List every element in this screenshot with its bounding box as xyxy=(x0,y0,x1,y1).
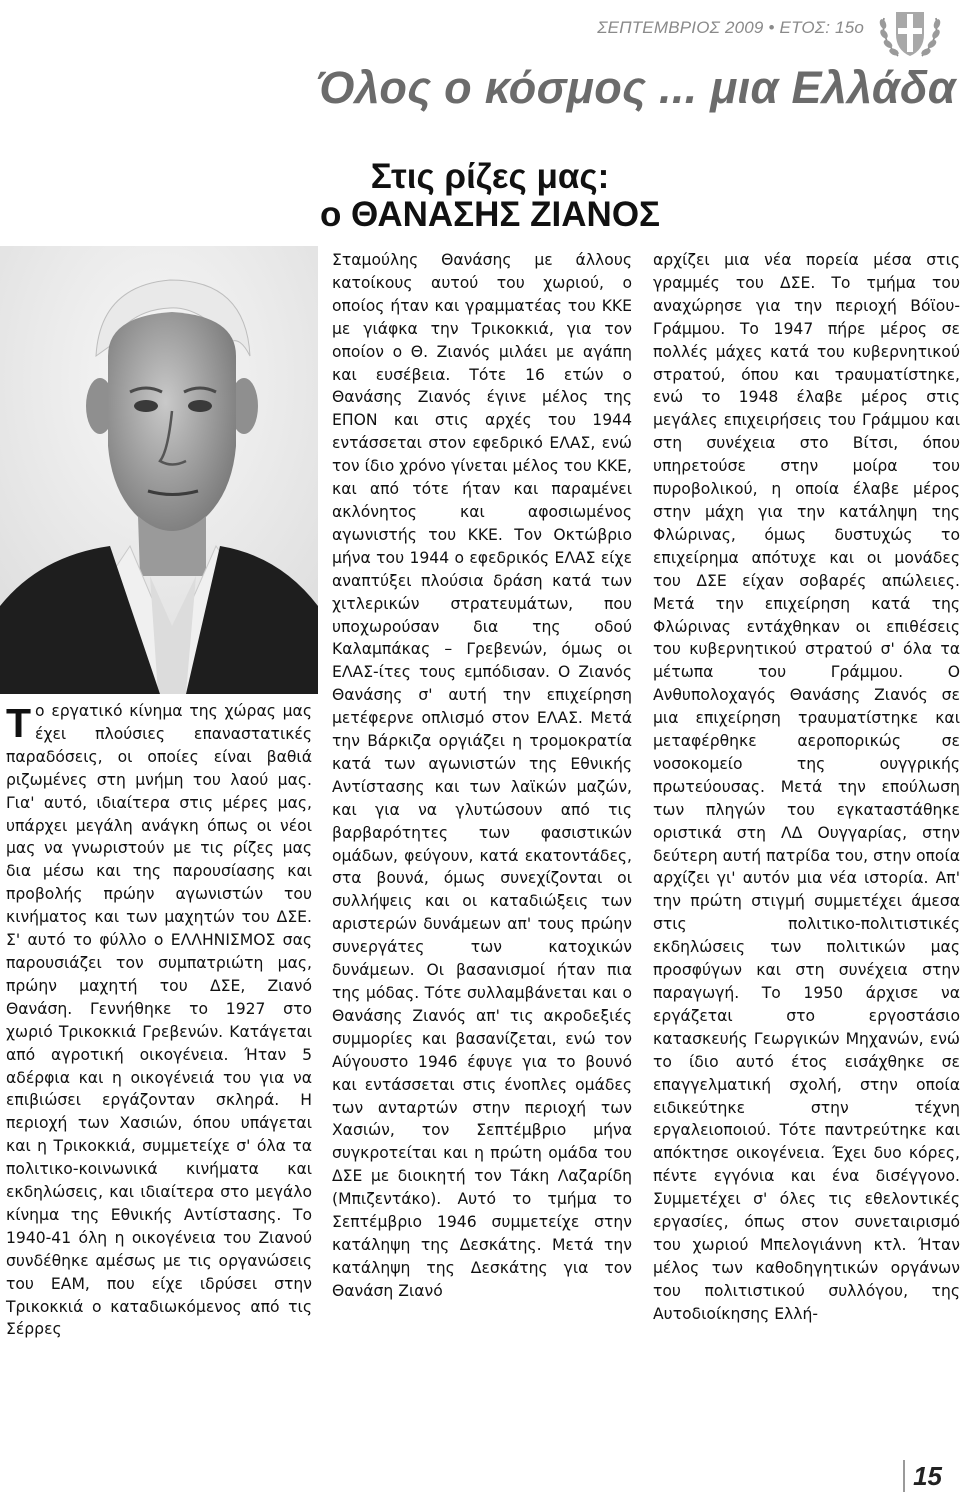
article-column-3 xyxy=(653,249,960,1326)
article-column-2 xyxy=(332,249,632,1303)
portrait-photo-icon xyxy=(0,246,318,694)
issue-line: ΣΕΠΤΕΜΒΡΙΟΣ 2009 • ΕΤΟΣ: 15ο xyxy=(597,18,864,37)
page-number-divider xyxy=(903,1460,905,1492)
drop-cap: Τ xyxy=(6,700,32,746)
newspaper-slogan: Όλος ο κόσμος ... μια Ελλάδα xyxy=(316,62,956,113)
article-column-2-text: Σταμούλης Θανάσης με άλλους κατοίκους αυτού του χωριού, ο οποίος ήταν και γραμματέας του ΚΚΕ με γιάφκα την Τρικοκκιά, για τον οποίον ο Θ. Ζιανός μιλάει με αγάπη και ευσέβεια. Τότε 16 ετών ο Θανάσης Ζιανός έγινε μέλος της ΕΠΟΝ και στις αρχές του 1944 εντάσσεται στον εφεδρικό ΕΛΑΣ, ενώ τον ίδιο χρόνο γίνεται μέλος του ΚΚΕ, και από τότε ήταν και παραμένει ακλόνητος και αφοσιωμένος αγωνιστής του ΚΚΕ. Τον Οκτώβριο μήνα του 1944 ο εφεδρικός ΕΛΑΣ είχε αναπτύξει πλούσια δράση κατά των χιτλερικών στρατευμάτων, που υποχωρούσαν δια της οδού Καλαμπάκας – Γρεβενών, όμως οι ΕΛΑΣ-ίτες τους εμπόδισαν. Ο Ζιανός Θανάσης σ' αυτή την επιχείρηση μετέφερνε οπλισμό στον ΕΛΑΣ. Μετά την Βάρκιζα οργιάζει η τρομοκρατία κατά των αγωνιστών της Εθνικής Αντίστασης και των λαϊκών μαζών, και για να γλυτώσουν από τις βαρβαρότητες των φασιστικών ομάδων, φεύγουν, κατά εκατοντάδες, στα βουνά, όμως συνεχίζονται οι συλλήψεις και οι καταδιώξεις των αριστερών δυνάμεων απ' τους πρώην συνεργάτες των κατοχικών δυνάμεων. Οι βασανισμοί ήταν πια της μόδας. Τότε συλλαμβάνεται και ο Θανάσης Ζιανός απ' τις ακροδεξιές συμμορίες και βασανίζεται, ενώ τον Αύγουστο 1946 έφυγε για το βουνό και εντάσσεται στις ένοπλες ομάδες των ανταρτών στην περιοχή των Χασιών, τον Σεπτέμβριο μήνα συγκροτείται και η πρώτη ομάδα του ΔΣΕ με διοικητή τον Τάκη Λαζαρίδη (Μπιζεντάκο). Αυτό το τμήμα το Σεπτέμβριο 1946 συμμετείχε στην κατάληψη της Δεσκάτης. Μετά την κατάληψη της Δεσκάτης για τον Θανάση Ζιανό xyxy=(332,251,632,1300)
page-number: 15 xyxy=(913,1460,942,1491)
portrait-photo xyxy=(0,246,318,694)
article-column-1-text: ο εργατικό κίνημα της χώρας μας έχει πλούσιες επαναστατικές παραδόσεις, οι οποίες είναι βαθιά ριζωμένες στη μνήμη του λαού μας. Για' αυτό, ιδιαίτερα στις μέρες μας, υπάρχει μεγάλη ανάγκη όπως οι νέοι μας να γνωριστούν με τις ρίζες μας δια μέσω και της παρουσίασης και προβολής πρώην αγωνιστών του κινήματος και των μαχητών του ΔΣΕ. Σ' αυτό το φύλλο ο ΕΛΛΗΝΙΣΜΟΣ σας παρουσιάζει τον συμπατριώτη μας, πρώην μαχητή του ΔΣΕ, Ζιανό Θανάση. Γεννήθηκε το 1927 στο χωριό Τρικοκκιά Γρεβενών. Κατάγεται από αγροτική οικογένεια. Ήταν 5 αδέρφια και η οικογένειά του για να επιβιώσει εργάζονταν σκληρά. Η περιοχή των Χασιών, όπου υπάγεται και η Τρικοκκιά, συμμετείχε σ' όλα τα πολιτικο-κοινωνικά κινήματα και εκδηλώσεις, και ιδιαίτερα στο μεγάλο κίνημα της Εθνικής Αντίστασης. Το 1940-41 όλη η οικογένεια του Ζιανού συνδέθηκε αμέσως με τις οργανώσεις του ΕΑΜ, που είχε ιδρύσει στην Τρικοκκιά ο καταδιωκόμενος από τις Σέρρες xyxy=(6,702,312,1339)
greek-cross-laurel-emblem-icon xyxy=(874,4,946,64)
article-title-line2: ο ΘΑΝΑΣΗΣ ΖΙΑΝΟΣ xyxy=(319,195,661,234)
article-column-1 xyxy=(6,700,312,1341)
article-column-3-text: αρχίζει μια νέα πορεία μέσα στις γραμμές του ΔΣΕ. Το τμήμα του αναχώρησε για την περιοχή Βόϊου-Γράμμου. Το 1947 πήρε μέρος σε πολλές μάχες κατά του κυβερνητικού στρατού, όπου και τραυματίστηκε, ενώ το 1948 έλαβε μέρος στις μεγάλες επιχειρήσεις του Γράμμου και στη συνέχεια στο Βίτσι, όπου υπηρετούσε στην μοίρα του πυροβολικού, η οποία έλαβε μέρος στην μάχη για την κατάληψη της Φλώρινας, όμως δυστυχώς το επιχείρημα απότυχε και οι μονάδες του ΔΣΕ είχαν σοβαρές απώλειες. Μετά την επιχείρηση κατά της Φλώρινας εντάχθηκαν οι επιθέσεις του κυβερνητικού στρατού σ' όλα τα μέτωπα του Γράμμου. Ο Ανθυπολοχαγός Θανάσης Ζιανός σε μια επιχείρηση τραυματίστηκε και μεταφέρθηκε αεροπορικώς σε νοσοκομείο της ουγγρικής πρωτεύουσας. Μετά την επούλωση των πληγών του εγκαταστάθηκε οριστικά στη ΛΔ Ουγγαρίας, στην δεύτερη αυτή πατρίδα του, στην οποία αρχίζει γι' αυτόν μια νέα ιστορία. Απ' την πρώτη στιγμή συμμετέχει άμεσα στις πολιτικο-πολιτιστικές εκδηλώσεις των πολιτικών μας προσφύγων και στη συνέχεια στην παραγωγή. Το 1950 άρχισε να εργάζεται στο εργοστάσιο κατασκευής Γεωργικών Μηχανών, ενώ το ίδιο αυτό έτος εισάχθηκε σε επαγγελματική σχολή, στην οποία ειδικεύτηκε στην τέχνη εργαλειοποιού. Τότε παντρεύτηκε και απόκτησε οικογένεια. Έχει δυο κόρες, πέντε εγγόνια και ένα δισέγγονο. Συμμετέχει σ' όλες τις εθελοντικές εργασίες, όπως στον συνεταιρισμό του χωριού Μπελογιάννη κτλ. Ήταν μέλος των καθοδηγητικών οργάνων του πολιτιστικού συλλόγου, της Αυτοδιοίκησης Ελλή- xyxy=(653,251,960,1323)
article-title-line1: Στις ρίζες μας: xyxy=(370,157,610,196)
article-title xyxy=(300,158,680,234)
page-number-block xyxy=(903,1460,942,1492)
